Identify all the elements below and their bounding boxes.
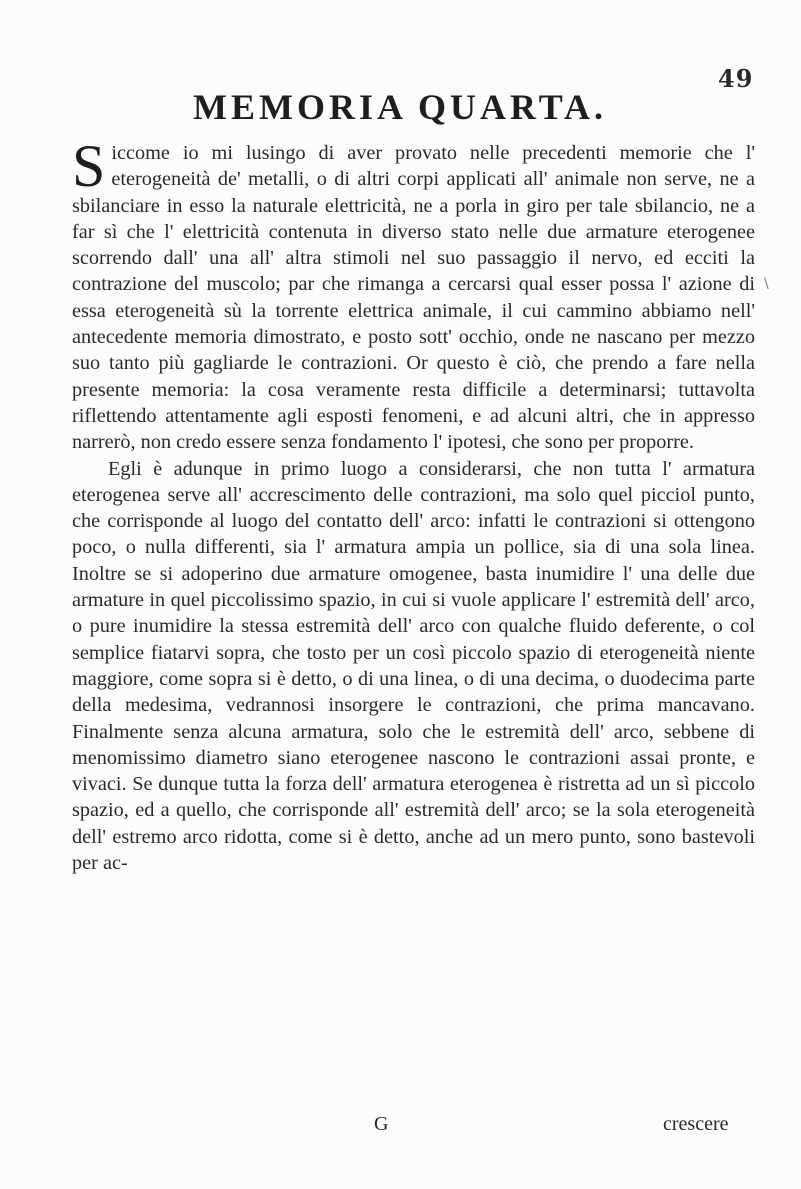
paragraph-1 [72,133,755,456]
page-number: 49 [718,64,754,93]
body-text [72,133,755,876]
signature-mark: G [374,1113,389,1135]
paragraph-1-text: iccome io mi lusingo di aver provato nelle precedenti memorie che l' eterogeneità de' metalli, o di altri corpi applicati all' animale non serve, ne a sbilanciare in esso la naturale elettricità, ne a porla in giro per tale sbilancio, ne a far sì che l' elettricità contenuta in diverso stato nelle due armature eterogenee scorrendo dall' una all' altra stimoli nel suo passaggio il nervo, ed ecciti la contrazione del muscolo; par che rimanga a cercarsi qual esser possa l' azione di essa eterogeneità sù la torrente elettrica animale, il cui cammino abbiamo nell' antecedente memoria dimostrato, e posto sott' occhio, onde ne nascano per mezzo suo tanto più gagliarde le contrazioni. Or questo è ciò, che prendo a fare nella presente memoria: la cosa veramente resta difficile a determinarsi; tuttavolta riflettendo attentamente agli esposti fenomeni, e ad alcuni altri, che in appresso narrerò, non credo essere senza fondamento l' ipotesi, che sono per proporre. [72,142,755,454]
margin-mark: \ [764,276,769,292]
drop-cap: S [72,133,106,199]
paragraph-2: Egli è adunque in primo luogo a considerarsi, che non tutta l' armatura eterogenea serve all' accrescimento delle contrazioni, ma solo quel picciol punto, che corrisponde al luogo del contatto dell' arco: infatti le contrazioni si ottengono poco, o nulla differenti, sia l' armatura ampia un pollice, sia di una sola linea. Inoltre se si adoperino due armature omogenee, basta inumidire l' una delle due armature in quel piccolissimo spazio, in cui si vuole applicare l' estremità dell' arco, o pure inumidire la stessa estremità dell' arco con qualche fluido deferente, o col semplice fiatarvi sopra, che tosto per un così piccolo spazio di eterogeneità niente maggiore, come sopra si è detto, o di una linea, o di una decima, o duodecima parte della medesima, vedrannosi insorgere le contrazioni, che prima mancavano. Finalmente senza alcuna armatura, solo che le estremità dell' arco, sebbene di menomissimo diametro siano eterogenee nascono le contrazioni assai pronte, e vivaci. Se dunque tutta la forza dell' armatura eterogenea è ristretta ad un sì piccolo spazio, ed a quello, che corrisponde all' estremità dell' arco; se la sola eterogeneità dell' estremo arco ridotta, come si è detto, anche ad un mero punto, sono bastevoli per ac- [72,457,755,875]
page-title: MEMORIA QUARTA. [192,87,608,127]
catchword: crescere [663,1113,729,1135]
